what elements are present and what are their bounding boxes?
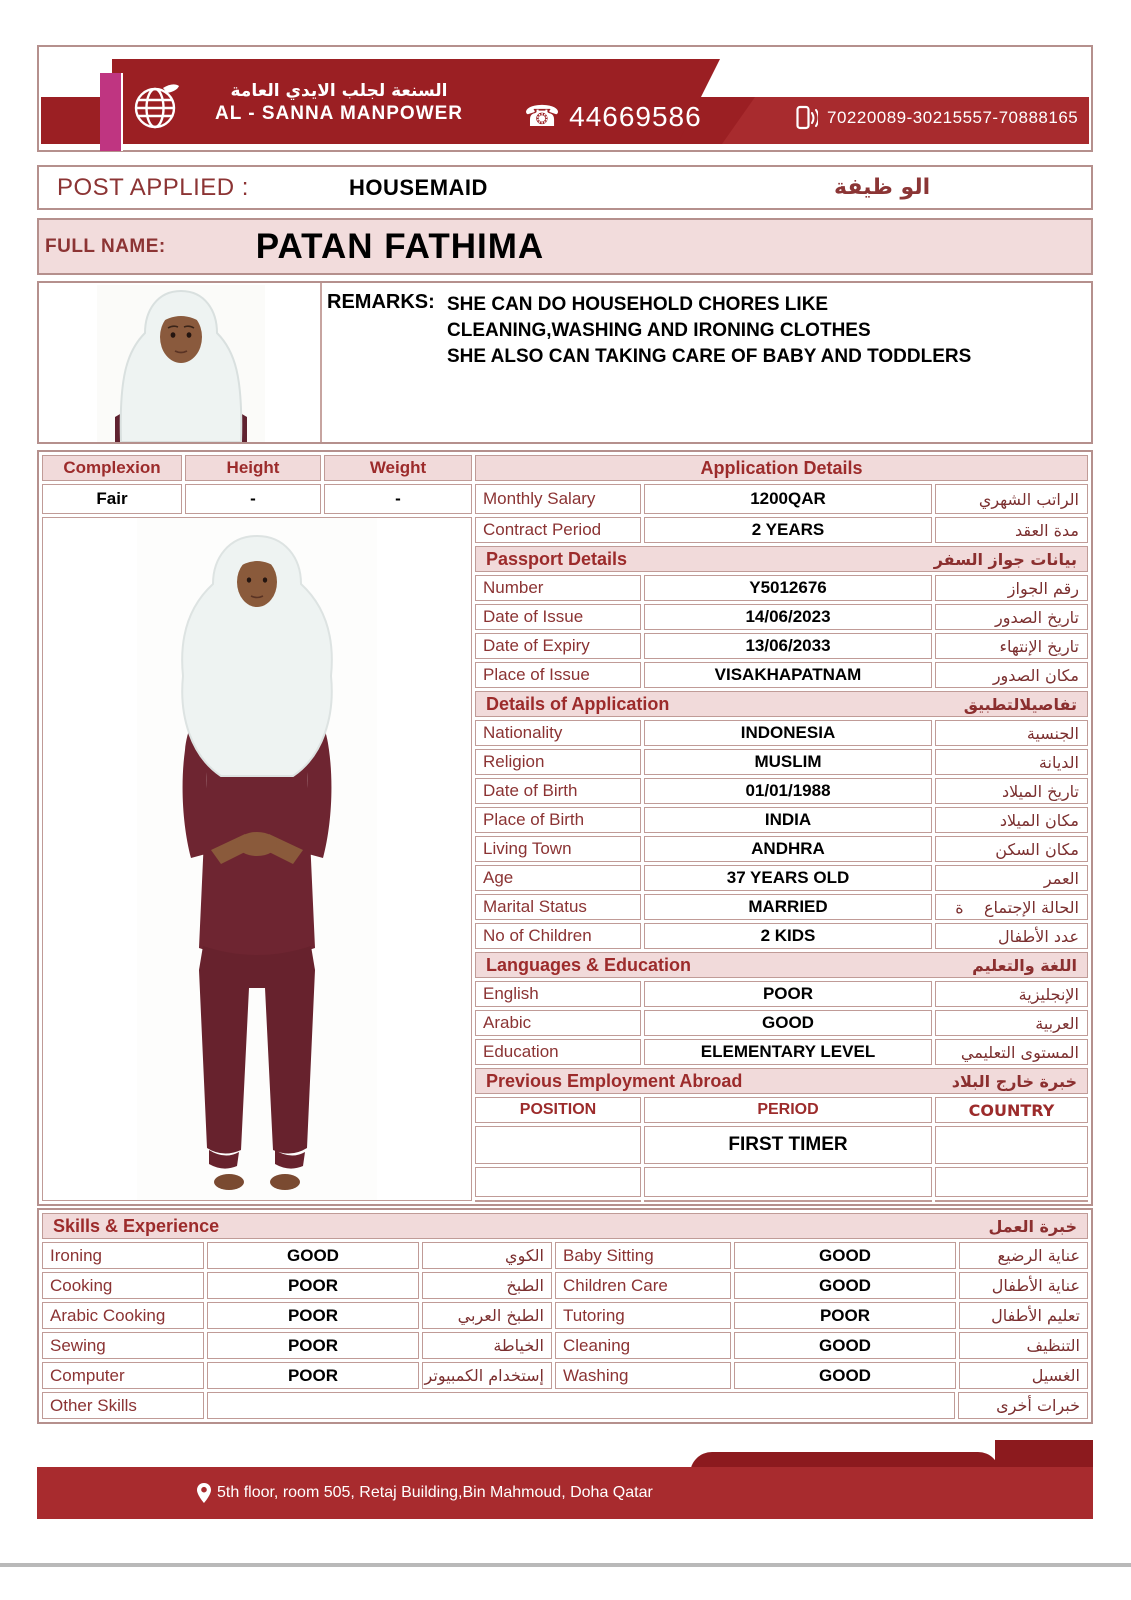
detail-row xyxy=(475,604,1088,630)
phone-group xyxy=(524,101,702,133)
photo-remarks-box xyxy=(37,281,1093,444)
skill-label: Cleaning xyxy=(555,1332,731,1359)
skill-label: Baby Sitting xyxy=(555,1242,731,1269)
skill-label: Children Care xyxy=(555,1272,731,1299)
detail-row xyxy=(475,575,1088,601)
skills-title-english: Skills & Experience xyxy=(53,1215,220,1236)
physical-header-row xyxy=(42,455,472,481)
section-header-row xyxy=(475,1068,1088,1094)
detail-row xyxy=(475,981,1088,1007)
physical-value-row xyxy=(42,484,472,514)
employment-row xyxy=(475,1200,1088,1202)
skill-rating: GOOD xyxy=(734,1362,956,1389)
detail-value: ANDHRA xyxy=(644,836,932,862)
detail-row xyxy=(475,1010,1088,1036)
detail-value: 01/01/1988 xyxy=(644,778,932,804)
section-title-arabic: بيانات جواز السفر xyxy=(933,549,1077,569)
detail-value: 37 YEARS OLD xyxy=(644,865,932,891)
column-header: Height xyxy=(185,455,321,481)
detail-row xyxy=(475,778,1088,804)
detail-value: 14/06/2023 xyxy=(644,604,932,630)
detail-arabic: مكان الصدور xyxy=(935,662,1088,688)
skills-title-arabic: خبرة العمل xyxy=(988,1216,1077,1236)
detail-arabic: مكان السكن xyxy=(935,836,1088,862)
remarks-line: SHE ALSO CAN TAKING CARE OF BABY AND TODDLERS xyxy=(447,346,972,367)
page-bottom-divider xyxy=(0,1563,1131,1567)
section-header-cell xyxy=(475,691,1088,717)
employment-cell: COUNTRY xyxy=(935,1097,1088,1123)
skill-label: Cooking xyxy=(42,1272,204,1299)
main-details-box xyxy=(37,450,1093,1206)
footer-address-band xyxy=(37,1467,1093,1519)
employment-cell: FIRST TIMER xyxy=(644,1126,932,1164)
detail-value: INDONESIA xyxy=(644,720,932,746)
detail-value: 1200QAR xyxy=(644,484,932,514)
section-header-row xyxy=(475,546,1088,572)
skill-row xyxy=(42,1272,1088,1299)
full-name-row xyxy=(37,218,1093,275)
detail-label: Living Town xyxy=(475,836,641,862)
detail-arabic: رقم الجواز xyxy=(935,575,1088,601)
physical-attributes-table xyxy=(42,455,472,1201)
detail-row xyxy=(475,517,1088,543)
magenta-accent-bar xyxy=(100,73,123,151)
section-header-cell xyxy=(475,455,1088,481)
employment-cell: POSITION xyxy=(475,1097,641,1123)
detail-value: VISAKHAPATNAM xyxy=(644,662,932,688)
section-header-cell xyxy=(475,952,1088,978)
footer-address-group xyxy=(197,1483,653,1503)
skill-rating: POOR xyxy=(207,1302,419,1329)
skill-rating: POOR xyxy=(207,1272,419,1299)
brand-arabic: السنعة لجلب الايدي العامة xyxy=(230,81,448,101)
detail-value: GOOD xyxy=(644,1010,932,1036)
skills-section-header xyxy=(42,1213,1088,1239)
employment-cell xyxy=(935,1126,1088,1164)
skill-row xyxy=(42,1242,1088,1269)
detail-arabic: العربية xyxy=(935,1010,1088,1036)
detail-row xyxy=(475,865,1088,891)
post-applied-row xyxy=(37,165,1093,210)
full-name-value: PATAN FATHIMA xyxy=(255,226,545,266)
skill-arabic: إستخدام الكمبيوتر xyxy=(422,1362,552,1389)
detail-value: 13/06/2033 xyxy=(644,633,932,659)
detail-label: Arabic xyxy=(475,1010,641,1036)
skill-arabic: الكوي xyxy=(422,1242,552,1269)
brand-english: AL - SANNA MANPOWER xyxy=(214,103,464,124)
section-header-cell xyxy=(475,1068,1088,1094)
skill-label: Ironing xyxy=(42,1242,204,1269)
detail-label: Nationality xyxy=(475,720,641,746)
detail-row xyxy=(475,749,1088,775)
detail-row xyxy=(475,720,1088,746)
skill-arabic: الخياطة xyxy=(422,1332,552,1359)
skills-rows xyxy=(42,1242,1088,1419)
skill-rating: GOOD xyxy=(207,1242,419,1269)
post-applied-value: HOUSEMAID xyxy=(348,174,488,200)
detail-label: Marital Status xyxy=(475,894,641,920)
detail-arabic: مدة العقد xyxy=(935,517,1088,543)
detail-value: Y5012676 xyxy=(644,575,932,601)
column-header: Weight xyxy=(324,455,472,481)
skill-row xyxy=(42,1362,1088,1389)
detail-arabic: الجنسية xyxy=(935,720,1088,746)
skill-arabic: الطبخ العربي xyxy=(422,1302,552,1329)
employment-cell xyxy=(644,1167,932,1197)
employment-cell xyxy=(475,1200,641,1202)
detail-arabic: الإنجليزية xyxy=(935,981,1088,1007)
detail-label: Date of Expiry xyxy=(475,633,641,659)
detail-value: 2 YEARS xyxy=(644,517,932,543)
detail-label: Place of Birth xyxy=(475,807,641,833)
other-skills-row xyxy=(42,1392,1088,1419)
skill-rating: POOR xyxy=(207,1332,419,1359)
detail-label: Age xyxy=(475,865,641,891)
header-banner-box xyxy=(37,45,1093,152)
employment-cell xyxy=(475,1126,641,1164)
detail-arabic: الديانة xyxy=(935,749,1088,775)
skill-label: Washing xyxy=(555,1362,731,1389)
detail-label: Monthly Salary xyxy=(475,484,641,514)
remarks-label: REMARKS: xyxy=(327,291,435,313)
section-title-english: Languages & Education xyxy=(486,954,692,975)
skill-arabic: عناية الرضيع xyxy=(959,1242,1088,1269)
skill-rating: POOR xyxy=(207,1362,419,1389)
skill-arabic: الغسيل xyxy=(959,1362,1088,1389)
skill-row xyxy=(42,1302,1088,1329)
employment-row xyxy=(475,1167,1088,1197)
detail-row xyxy=(475,484,1088,514)
detail-row xyxy=(475,662,1088,688)
detail-row xyxy=(475,836,1088,862)
application-details-table xyxy=(475,455,1088,1201)
skill-label: Computer xyxy=(42,1362,204,1389)
detail-label: Contract Period xyxy=(475,517,641,543)
detail-arabic: تاريخ الإنتهاء xyxy=(935,633,1088,659)
detail-value: INDIA xyxy=(644,807,932,833)
section-header-row xyxy=(475,455,1088,481)
employment-row xyxy=(475,1126,1088,1164)
location-pin-icon xyxy=(197,1483,211,1503)
section-title-arabic: اللغة والتعليم xyxy=(972,955,1077,975)
footer-address-text: 5th floor, room 505, Retaj Building,Bin Mahmoud, Doha Qatar xyxy=(217,1484,653,1501)
skill-label: Sewing xyxy=(42,1332,204,1359)
mobile-group xyxy=(796,105,1078,131)
skill-label: Arabic Cooking xyxy=(42,1302,204,1329)
detail-arabic: الحالة الإجتماع ة xyxy=(935,894,1088,920)
skill-rating: GOOD xyxy=(734,1272,956,1299)
remarks-line: CLEANING,WASHING AND IRONING CLOTHES xyxy=(447,320,871,341)
detail-arabic: الراتب الشهري xyxy=(935,484,1088,514)
section-title-english: Details of Application xyxy=(486,693,670,714)
weight-value: - xyxy=(324,484,472,514)
post-applied-arabic: الو ظيفة xyxy=(834,175,931,200)
mobile-numbers: 70220089-30215557-70888165 xyxy=(827,108,1079,127)
section-header-cell xyxy=(475,546,1088,572)
detail-arabic: تاريخ الصدور xyxy=(935,604,1088,630)
employment-header-row xyxy=(475,1097,1088,1123)
detail-value: MUSLIM xyxy=(644,749,932,775)
section-title-english: Passport Details xyxy=(486,548,628,569)
employment-cell: PERIOD xyxy=(644,1097,932,1123)
skill-arabic: تعليم الأطفال xyxy=(959,1302,1088,1329)
column-header: Complexion xyxy=(42,455,182,481)
employment-cell xyxy=(935,1200,1088,1202)
section-title-english: Previous Employment Abroad xyxy=(486,1070,743,1091)
telephone-icon: ☎ xyxy=(524,101,561,133)
complexion-value: Fair xyxy=(42,484,182,514)
phone-number: 44669586 xyxy=(569,101,702,132)
full-body-photo xyxy=(137,518,377,1201)
detail-arabic: عدد الأطفال xyxy=(935,923,1088,949)
detail-label: English xyxy=(475,981,641,1007)
remarks-line: SHE CAN DO HOUSEHOLD CHORES LIKE xyxy=(447,294,829,315)
detail-arabic: تاريخ الميلاد xyxy=(935,778,1088,804)
detail-label: Education xyxy=(475,1039,641,1065)
employment-cell xyxy=(935,1167,1088,1197)
detail-row xyxy=(475,923,1088,949)
skill-rating: POOR xyxy=(734,1302,956,1329)
other-skills-empty xyxy=(207,1392,955,1419)
detail-value: 2 KIDS xyxy=(644,923,932,949)
skill-arabic: عناية الأطفال xyxy=(959,1272,1088,1299)
section-title-english: Application Details xyxy=(700,457,863,478)
skill-rating: GOOD xyxy=(734,1332,956,1359)
detail-label: Date of Issue xyxy=(475,604,641,630)
mobile-phone-icon xyxy=(796,105,818,131)
detail-arabic: العمر xyxy=(935,865,1088,891)
full-name-label: FULL NAME: xyxy=(45,235,166,257)
section-header-row xyxy=(475,952,1088,978)
section-header-row xyxy=(475,691,1088,717)
detail-label: Place of Issue xyxy=(475,662,641,688)
detail-label: Number xyxy=(475,575,641,601)
post-applied-label: POST APPLIED : xyxy=(57,173,249,201)
skill-label: Other Skills xyxy=(42,1392,204,1419)
section-title-arabic: تفاصيلالتطبيق xyxy=(963,694,1077,714)
employment-cell xyxy=(644,1200,932,1202)
vertical-divider xyxy=(320,283,322,442)
globe-logo-icon xyxy=(129,78,185,134)
detail-row xyxy=(475,1039,1088,1065)
detail-value: ELEMENTARY LEVEL xyxy=(644,1039,932,1065)
skill-arabic: خبرات أخرى xyxy=(958,1392,1088,1419)
detail-label: Religion xyxy=(475,749,641,775)
skills-experience-section xyxy=(37,1208,1093,1424)
skill-row xyxy=(42,1332,1088,1359)
remarks-text xyxy=(447,292,971,370)
section-title-arabic: خبرة خارج البلاد xyxy=(951,1071,1077,1091)
detail-row xyxy=(475,894,1088,920)
detail-row xyxy=(475,633,1088,659)
employment-cell xyxy=(475,1167,641,1197)
skill-arabic: التنظيف xyxy=(959,1332,1088,1359)
full-body-photo-cell xyxy=(42,517,472,1201)
portrait-photo xyxy=(97,285,265,442)
skill-arabic: الطبخ xyxy=(422,1272,552,1299)
detail-label: No of Children xyxy=(475,923,641,949)
skill-rating: GOOD xyxy=(734,1242,956,1269)
detail-value: POOR xyxy=(644,981,932,1007)
brand-block xyxy=(189,81,489,125)
detail-label: Date of Birth xyxy=(475,778,641,804)
detail-arabic: المستوى التعليمي xyxy=(935,1039,1088,1065)
skill-label: Tutoring xyxy=(555,1302,731,1329)
height-value: - xyxy=(185,484,321,514)
detail-arabic: مكان الميلاد xyxy=(935,807,1088,833)
detail-value: MARRIED xyxy=(644,894,932,920)
detail-row xyxy=(475,807,1088,833)
